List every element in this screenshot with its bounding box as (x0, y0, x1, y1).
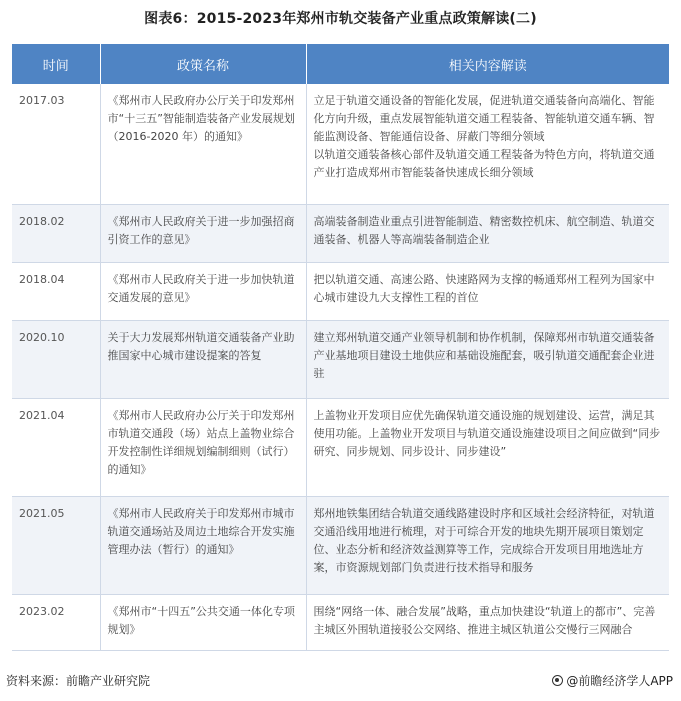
row-time: 2018.04 (12, 262, 100, 320)
row-policy: 《郑州市“十四五”公共交通一体化专项规划》 (100, 594, 306, 650)
row-content (306, 204, 669, 262)
row-time: 2023.02 (12, 594, 100, 650)
policy-table (12, 44, 669, 651)
row-content-line: 高端装备制造业重点引进智能制造、精密数控机床、航空制造、轨道交通装备、机器人等高端装备制造企业 (313, 214, 655, 246)
table-row (12, 398, 669, 496)
brand-credit (552, 672, 673, 689)
row-content (306, 496, 669, 594)
row-time: 2020.10 (12, 320, 100, 398)
chart-title: 图表6：2015-2023年郑州市轨交装备产业重点政策解读(二) (144, 11, 537, 27)
row-policy: 《郑州市人民政府办公厅关于印发郑州市“十三五”智能制造装备产业发展规划（2016-2020 年）的通知》 (100, 84, 306, 204)
row-content-line: 以轨道交通装备核心部件及轨道交通工程装备为特色方向，将轨道交通产业打造成郑州市智能装备快速成长细分领域 (313, 148, 655, 179)
row-content (306, 398, 669, 496)
table-row (12, 496, 669, 594)
row-content-line: 立足于轨道交通设备的智能化发展，促进轨道交通装备向高端化、智能化方向升级，重点发展智能轨道交通工程装备、智能轨道交通车辆、智能监测设备、智能通信设备、屏蔽门等细分领域 (313, 94, 655, 143)
row-time: 2021.05 (12, 496, 100, 594)
table-header-row (12, 44, 669, 84)
table-row (12, 262, 669, 320)
row-time: 2021.04 (12, 398, 100, 496)
table-row (12, 320, 669, 398)
table-row (12, 84, 669, 204)
row-policy: 《郑州市人民政府办公厅关于印发郑州市轨道交通段（场）站点上盖物业综合开发控制性详细规划编制细则（试行）的通知》 (100, 398, 306, 496)
row-time: 2017.03 (12, 84, 100, 204)
source-note: 资料来源：前瞻产业研究院 (6, 674, 151, 688)
row-policy: 《郑州市人民政府关于进一步加快轨道交通发展的意见》 (100, 262, 306, 320)
row-content-line: 上盖物业开发项目应优先确保轨道交通设施的规划建设、运营，满足其使用功能。上盖物业开发项目与轨道交通设施建设项目之间应做到“同步研究、同步规划、同步设计、同步建设” (313, 408, 661, 458)
row-content (306, 262, 669, 320)
row-content-line: 郑州地铁集团结合轨道交通线路建设时序和区域社会经济特征，对轨道交通沿线用地进行梳理，对于可综合开发的地块先期开展项目策划定位、业态分析和经济效益测算等工作，完成综合开发项目用地选址方案，市资源规划部门负责进行技术指导和服务 (313, 506, 655, 574)
brand-credit-text: @前瞻经济学人APP (566, 674, 673, 688)
row-content (306, 594, 669, 650)
row-content (306, 320, 669, 398)
row-content-line: 围绕“网络一体、融合发展”战略，重点加快建设“轨道上的都市”、完善主城区外围轨道接驳公交网络、推进主城区轨道公交慢行三网融合 (313, 604, 656, 636)
table-row (12, 204, 669, 262)
qianzhan-logo-icon (552, 675, 563, 686)
row-policy: 关于大力发展郑州轨道交通装备产业助推国家中心城市建设提案的答复 (100, 320, 306, 398)
header-policy: 政策名称 (100, 44, 306, 84)
table-row (12, 594, 669, 650)
header-content: 相关内容解读 (306, 44, 669, 84)
row-content-line: 建立郑州轨道交通产业领导机制和协作机制，保障郑州市轨道交通装备产业基地项目建设土地供应和基础设施配套，吸引轨道交通配套企业进驻 (313, 330, 655, 380)
row-time: 2018.02 (12, 204, 100, 262)
row-content (306, 84, 669, 204)
header-time: 时间 (12, 44, 100, 84)
row-policy: 《郑州市人民政府关于印发郑州市城市轨道交通场站及周边土地综合开发实施管理办法（暂行）的通知》 (100, 496, 306, 594)
row-policy: 《郑州市人民政府关于进一步加强招商引资工作的意见》 (100, 204, 306, 262)
row-content-line: 把以轨道交通、高速公路、快速路网为支撑的畅通郑州工程列为国家中心城市建设九大支撑性工程的首位 (313, 272, 655, 304)
